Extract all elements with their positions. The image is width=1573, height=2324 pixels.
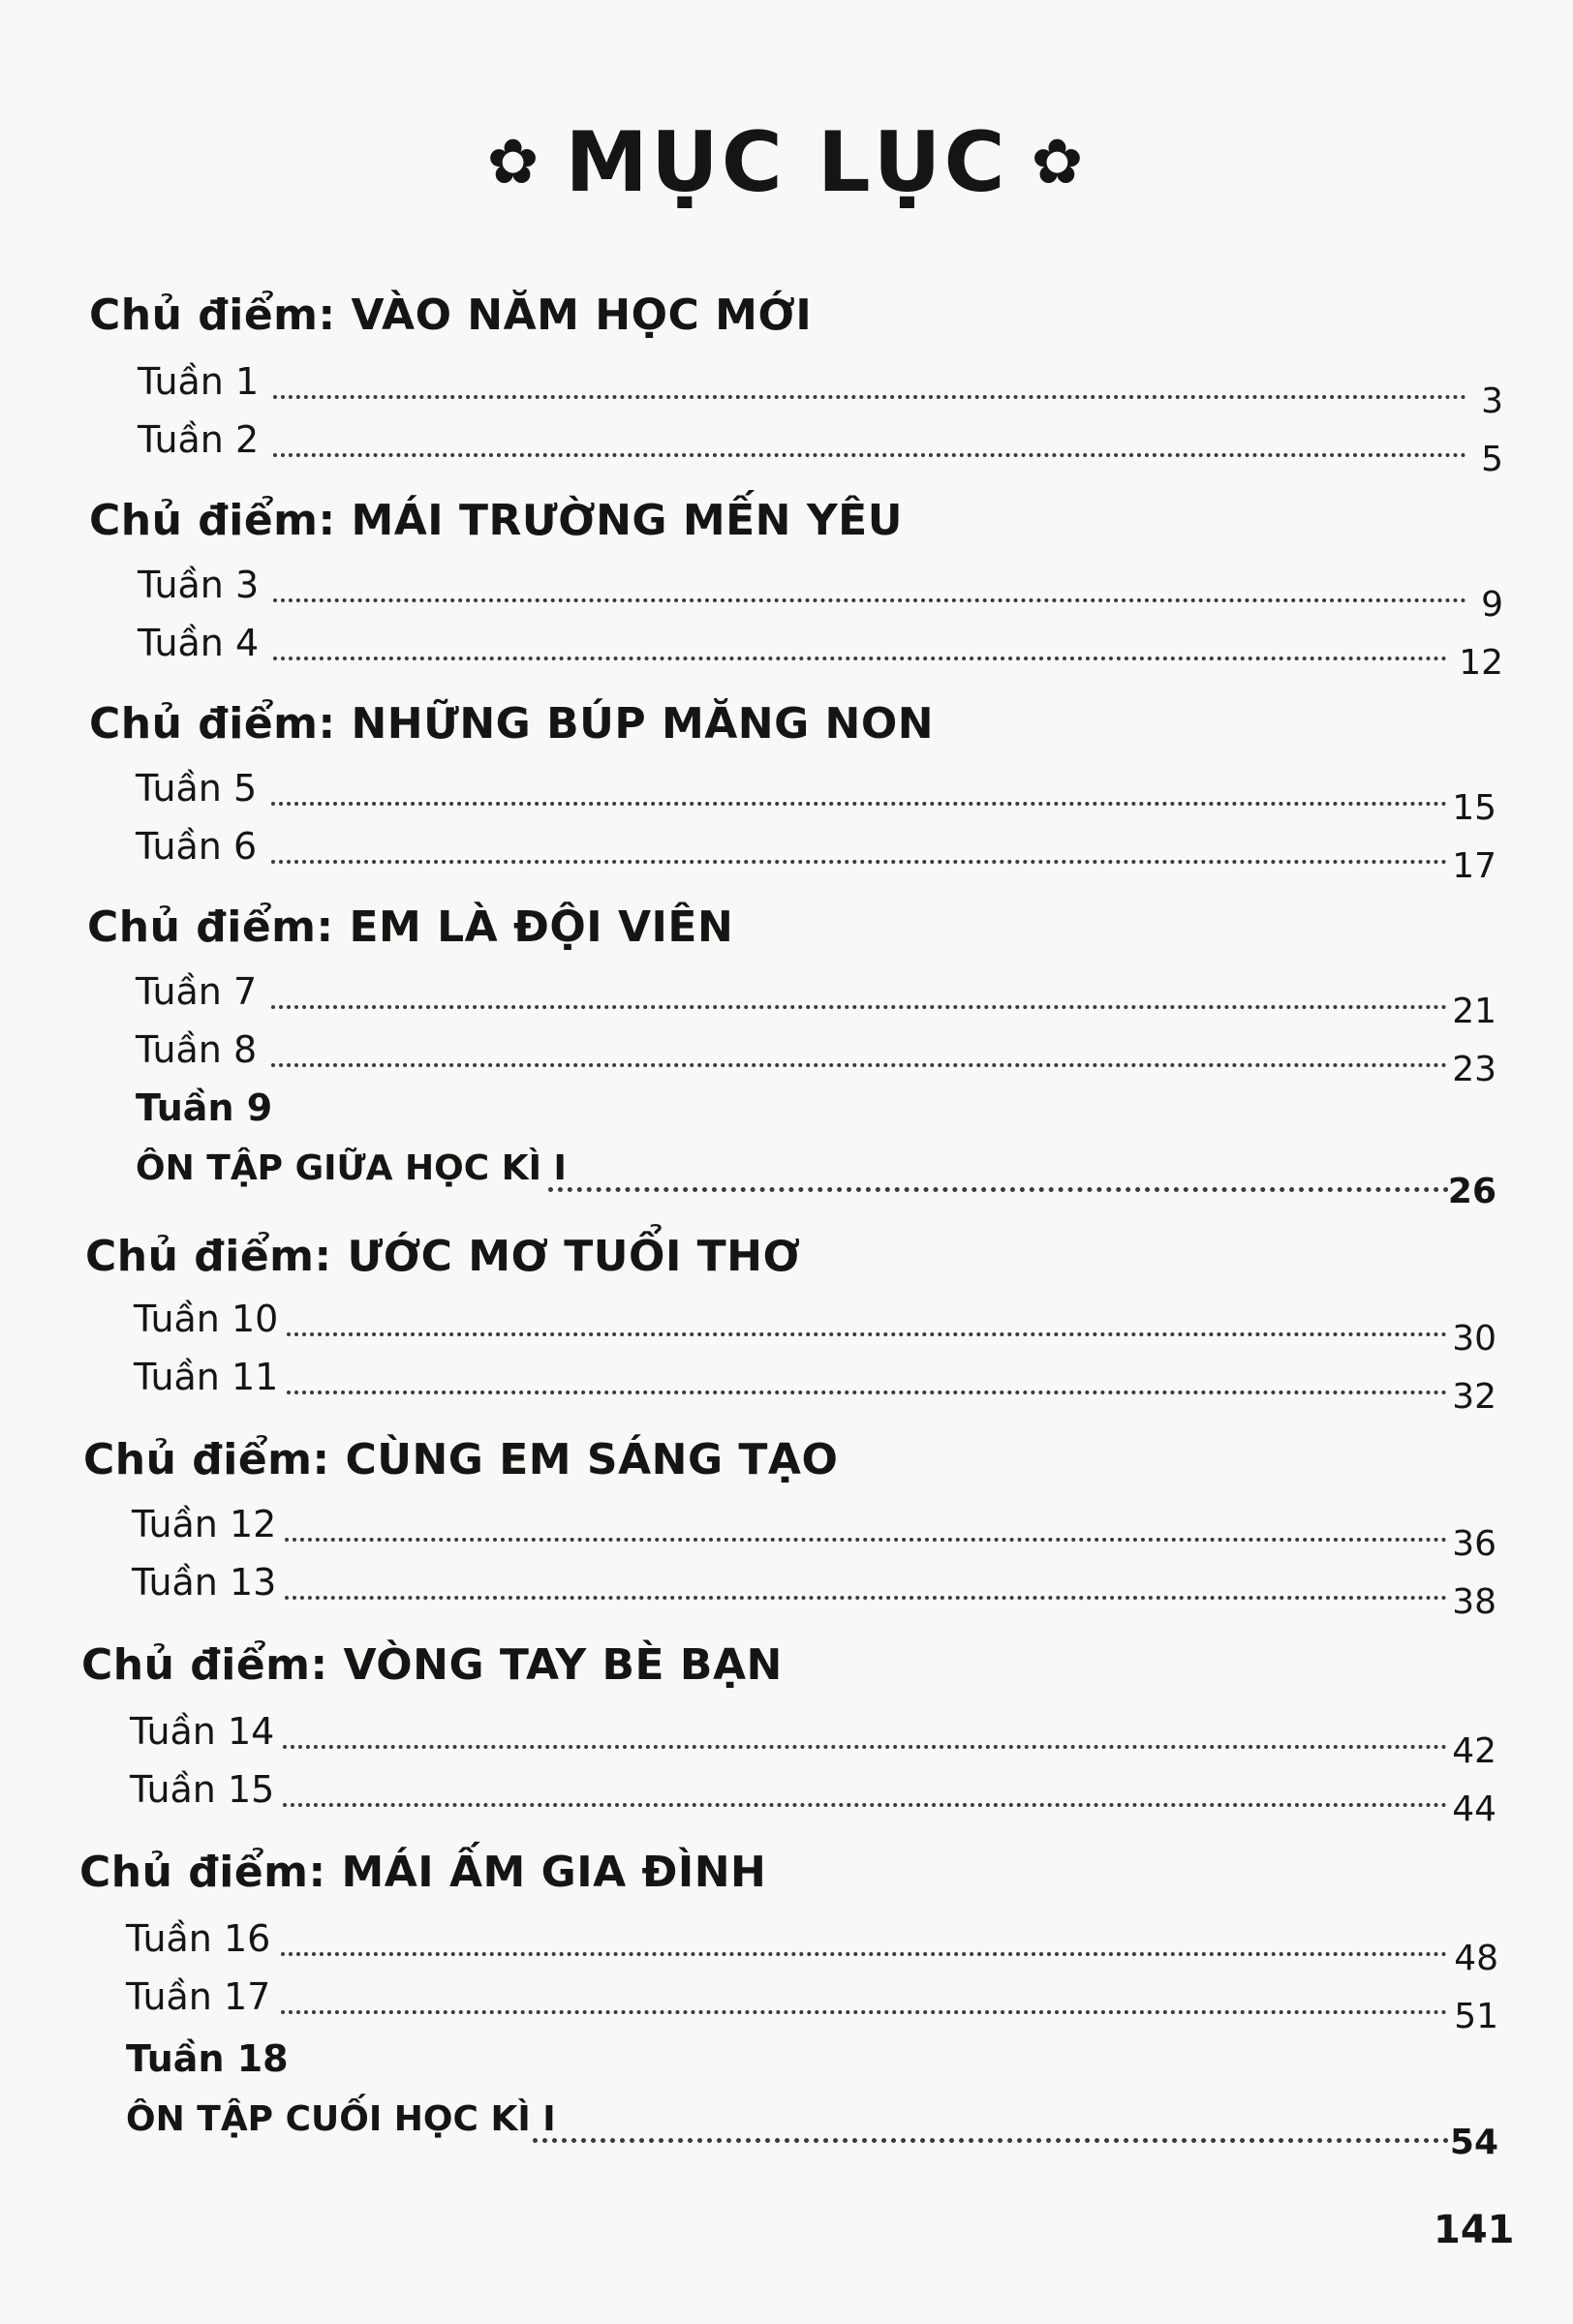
dot-leader (271, 802, 1447, 806)
flower-icon: ✿ (486, 127, 542, 199)
section-name: CÙNG EM SÁNG TẠO (345, 1435, 839, 1484)
section-prefix: Chủ điểm: (89, 290, 336, 340)
section-prefix: Chủ điểm: (83, 1435, 330, 1484)
section-heading (85, 1232, 800, 1281)
entry-label: Tuần 5 (136, 767, 258, 810)
dot-leader (273, 395, 1466, 399)
entry-page: 30 (1452, 1319, 1496, 1359)
section-heading (89, 496, 903, 545)
toc-entry-review[interactable] (0, 2099, 1573, 2162)
entry-label: Tuần 3 (138, 564, 260, 606)
entry-label: Tuần 12 (132, 1503, 277, 1545)
entry-page: 5 (1481, 440, 1503, 479)
entry-label: ÔN TẬP CUỐI HỌC KÌ I (126, 2099, 556, 2139)
flower-icon: ✿ (1031, 127, 1087, 199)
entry-label: Tuần 16 (126, 1917, 271, 1960)
entry-label: Tuần 1 (138, 360, 260, 403)
review-week-label: Tuần 18 (126, 2037, 289, 2080)
toc-entry[interactable] (0, 970, 1573, 1031)
entry-label: Tuần 7 (136, 970, 258, 1013)
section-prefix: Chủ điểm: (81, 1640, 328, 1690)
toc-entry[interactable] (0, 1768, 1573, 1829)
entry-page: 3 (1481, 382, 1503, 421)
entry-page: 32 (1452, 1377, 1496, 1417)
page-title (0, 114, 1573, 211)
dot-leader (533, 2138, 1449, 2143)
section-name: EM LÀ ĐỘI VIÊN (349, 902, 734, 952)
entry-page: 38 (1452, 1582, 1496, 1622)
section-prefix: Chủ điểm: (87, 902, 334, 952)
entry-page: 44 (1452, 1789, 1496, 1829)
toc-entry[interactable] (0, 418, 1573, 479)
section-name: MÁI TRƯỜNG MẾN YÊU (351, 496, 903, 545)
section-heading (89, 290, 812, 340)
toc-entry[interactable] (0, 1028, 1573, 1089)
toc-entry[interactable] (0, 622, 1573, 683)
section-name: NHỮNG BÚP MĂNG NON (351, 699, 935, 749)
dot-leader (271, 1005, 1447, 1009)
toc-entry[interactable] (0, 1503, 1573, 1564)
section-prefix: Chủ điểm: (79, 1848, 326, 1897)
review-week-label: Tuần 9 (136, 1086, 273, 1129)
section-heading (89, 699, 934, 749)
dot-leader (287, 1391, 1447, 1394)
entry-page: 51 (1454, 1997, 1498, 2036)
entry-page: 36 (1452, 1524, 1496, 1564)
section-prefix: Chủ điểm: (85, 1232, 332, 1281)
toc-entry[interactable] (0, 360, 1573, 421)
entry-label: Tuần 13 (132, 1561, 277, 1604)
section-prefix: Chủ điểm: (89, 699, 336, 749)
toc-entry-review[interactable] (0, 1148, 1573, 1211)
entry-page: 21 (1452, 992, 1496, 1031)
section-heading (87, 902, 733, 952)
toc-entry[interactable] (0, 1298, 1573, 1359)
entry-label: Tuần 17 (126, 1975, 271, 2018)
entry-label: Tuần 2 (138, 418, 260, 461)
entry-page: 23 (1452, 1050, 1496, 1089)
title-text: MỤC LỤC (565, 114, 1008, 211)
toc-entry[interactable] (0, 1356, 1573, 1417)
dot-leader (281, 2010, 1447, 2014)
entry-label: ÔN TẬP GIỮA HỌC KÌ I (136, 1148, 567, 1188)
entry-page: 17 (1452, 846, 1496, 886)
entry-label: Tuần 4 (138, 622, 260, 664)
toc-entry[interactable] (0, 1975, 1573, 2034)
dot-leader (283, 1803, 1447, 1807)
section-heading (81, 1640, 783, 1690)
dot-leader (285, 1538, 1447, 1542)
entry-label: Tuần 6 (136, 825, 258, 868)
page-number: 141 (1434, 2208, 1515, 2252)
entry-page: 26 (1447, 1172, 1496, 1211)
section-name: VÀO NĂM HỌC MỚI (351, 290, 813, 340)
entry-label: Tuần 15 (130, 1768, 275, 1811)
entry-page: 9 (1481, 585, 1503, 625)
dot-leader (283, 1745, 1447, 1749)
entry-page: 12 (1459, 643, 1503, 683)
section-name: VÒNG TAY BÈ BẠN (343, 1640, 783, 1690)
toc-entry[interactable] (0, 1917, 1573, 1978)
section-name: MÁI ẤM GIA ĐÌNH (341, 1848, 767, 1897)
entry-label: Tuần 8 (136, 1028, 258, 1071)
dot-leader (281, 1952, 1447, 1956)
section-heading (79, 1848, 766, 1897)
toc-entry[interactable] (0, 767, 1573, 828)
toc-entry[interactable] (0, 825, 1573, 886)
entry-page: 15 (1452, 788, 1496, 828)
dot-leader (548, 1187, 1449, 1192)
dot-leader (287, 1332, 1447, 1336)
dot-leader (273, 657, 1447, 660)
section-name: ƯỚC MƠ TUỔI THƠ (347, 1232, 801, 1281)
dot-leader (273, 453, 1466, 457)
dot-leader (285, 1596, 1447, 1600)
section-heading (83, 1435, 838, 1484)
dot-leader (273, 598, 1466, 602)
entry-label: Tuần 10 (134, 1298, 279, 1340)
toc-entry[interactable] (0, 1710, 1573, 1771)
entry-page: 42 (1452, 1731, 1496, 1771)
dot-leader (271, 1063, 1447, 1067)
entry-page: 48 (1454, 1939, 1498, 1978)
dot-leader (271, 860, 1447, 864)
entry-label: Tuần 14 (130, 1710, 275, 1753)
entry-label: Tuần 11 (134, 1356, 279, 1398)
toc-entry[interactable] (0, 564, 1573, 625)
section-prefix: Chủ điểm: (89, 496, 336, 545)
entry-page: 54 (1449, 2123, 1498, 2162)
toc-entry[interactable] (0, 1561, 1573, 1622)
